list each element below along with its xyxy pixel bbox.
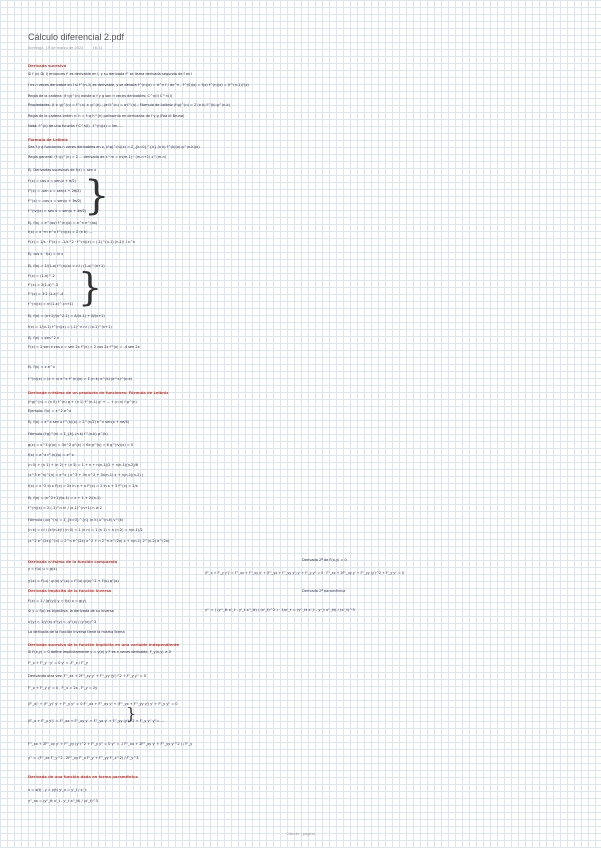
note-line: Ej. f(x) = e^(ax) f^(n)(x) = a^n e^(ax) [28, 221, 98, 225]
note-line: f^(n)(x) = n!(1-x)^-(n+1) [28, 302, 74, 306]
page-meta [28, 45, 110, 50]
note-line: Regla de la cadena: (f∘g)^(n) existe si f y g son n veces derivables; C^n(I) C^∞(I) [28, 94, 173, 98]
page-time: 16:11 [92, 45, 103, 50]
note-line: Ej. f(x) = (x+1)/(x^2-1) = A/(x-1) + B/(x+1) [28, 314, 105, 318]
note-line: x = x(t) , y = y(t) y'_x = y'_t / x'_t [28, 788, 87, 792]
page-footer: Cálculo | página [286, 831, 315, 836]
note-line: Ej. f(x) = x e^x [28, 365, 55, 369]
right-note-1: (F'_x + F'_y y')' = F''_xx + F''_xy y' + (F''_yx + F''_yy y') y' + F'_y y'' = 0 · F''_xx + 2F''_xy y' + F''_yy (y')^2 + F'_y y'' = 0 [205, 571, 404, 575]
note-line: f es n veces derivable en I si f^(n-1) es derivable, y se denota f^(n)(x) = d^n f / dx^n , f^(0)(x) = f(x) f^(n)(x) = (f^(n-1))'(x) [28, 83, 249, 87]
note-line: f^(n)(x) = 2 (-1)^n n! / (x-1)^(n+1) n ≥ 2 [28, 506, 102, 510]
section-heading: Derivada implícita de la función inversa [28, 588, 112, 593]
note-line: Nota: f^(n) de una función f C^n(I) , f^(n)(x) = lim ... [28, 124, 122, 128]
section-heading: Derivada sucesiva [28, 63, 67, 68]
note-line: f(x) = x^m e^x f^(n)(x) = Σ (n k) ... [28, 230, 92, 234]
note-line: f^(iv)(x) = sen x = sen(x + 4π/2) [28, 209, 87, 213]
note-line: Regla general: (f∘g)^(n) = Σ ... derivada de x^m = m(m-1)···(m-n+1) x^(m-n) [28, 155, 167, 159]
note-line: f'''(x) = -cos x = sen(x + 3π/2) [28, 199, 82, 203]
note-line: Si F(x,y) = 0 define implícitamente y = y(x) y F es n veces derivable, F_y(x,y) ≠ 0 [28, 650, 171, 654]
right-note-label-1: Derivada 2ª de F(x,y) = 0 [302, 558, 347, 562]
note-line: Ej. f(x) = 1/(1-x) f^(n)(x) = n! / (1-x)^(n+1) [28, 264, 105, 268]
note-line: f'''(x) = 3·2 (1-x)^-4 [28, 292, 64, 296]
note-line: Regla de la cadena orden n: h = f∘g h^(n) polinomio en derivadas de f y g (Faà di Bruno) [28, 114, 185, 118]
note-line: (f·g)^(n) = (n 0) f^(n) g + (n 1) f^(n-1) g' + ... + (n n) f g^(n) [28, 400, 137, 404]
note-line: Derivando otra vez: F''_xx + 2F''_xy y' + F''_yy (y')^2 + F'_y y'' = 0 [28, 674, 147, 678]
note-line: (n k) = n! / (k!(n-k)!) (n 0) = 1 (n n) = 1 (n 1) = n (n 2) = n(n-1)/2 [28, 528, 143, 532]
note-line: Ej. f(x) = e^x sen x f^(n)(x) = 2^(n/2) e^x sen(x + nπ/4) [28, 420, 130, 424]
note-line: F'_x + F'_y y' = 0 , F'_x = 2x , F'_y = 2y [28, 686, 98, 690]
note-line: La derivada de la función inversa tiene la misma forma [28, 630, 125, 634]
brace-implicit: } [126, 704, 137, 723]
section-heading: Fórmula de Leibniz [28, 137, 68, 142]
note-line: f(x) = 1/(x-1) f^(n)(x) = (-1)^n n! / (x-1)^(n+1) [28, 325, 112, 329]
note-line: Ej. Derivadas sucesivas de f(x) = sen x [28, 168, 97, 172]
note-line: f'(x) = cos x = sen(x + π/2) [28, 179, 76, 183]
note-line: f'(x) = 2 sen x cos x = sen 2x f''(x) = 2 cos 2x f'''(x) = -4 sen 2x [28, 345, 140, 349]
note-line: Ej. f(x) = sen^2 x [28, 336, 60, 340]
note-line: Ej. f(x) = (x^2+1)/(x-1) = x + 1 + 2/(x-1) [28, 496, 101, 500]
note-line: F'_x + F'_y · y' = 0 y' = -F'_x / F'_y [28, 661, 88, 665]
note-line: Fórmula (f·g)^(n) = Σ_{k} (n k) f^(n-k) g^(k) [28, 432, 108, 436]
note-line: y = f(u) u = g(x) [28, 567, 57, 571]
note-line: (F'_x + F'_y y')' = F''_xx + F''_xy y' + F''_yx y' + F''_yy (y')^2 + F'_y y'' y''= ... [28, 719, 164, 723]
note-line: Si y = f(x) es biyectiva, la derivada de su inversa [28, 609, 114, 613]
brace-reciprocal-derivatives: } [78, 265, 103, 309]
note-line: Ej. cos x · f(x) = ln x [28, 252, 64, 256]
note-line: Ejemplo: f(x) = x^2 e^x [28, 409, 72, 413]
note-line: y'' = -(F''_xx F'_y^2 - 2F''_xy F'_x F'_y + F''_yy F'_x^2) / F'_y^3 [28, 756, 139, 760]
right-note-label-2: Derivada 2ª paramétrica [302, 589, 346, 593]
note-line: f^(n)(x) = (x + n) e^x f^(n)(x) = Σ (n k) x^(k) (e^x)^(n-k) [28, 377, 133, 381]
note-line: f(x) = x^2 ln x f'(x) = 2x ln x + x f''(x) = 2 ln x + 3 f'''(x) = 2/x [28, 484, 138, 488]
note-line: Fórmula (uv)^(n) = Σ_{k=0}^{n} (n k) u^(n-k) v^(k) [28, 518, 124, 522]
note-line: (x^2 e^(2x))^(n) = 2^n e^(2x) x^2 + n 2^n e^(2x) x + n(n-1) 2^(n-2) e^(2x) [28, 539, 170, 543]
note-line: f'(x) = 1/x · f''(x) = -1/x^2 · f^(n)(x) = (-1)^(n-1) (n-1)! / x^n [28, 240, 136, 244]
note-line: (x^3 e^x)^(n) = e^x ( x^3 + 3n x^2 + 3n(n-1) x + n(n-1)(n-2) ) [28, 473, 144, 477]
note-line: f'(x) = 1 / (g'(y)) y = f(x) x = g(y) [28, 599, 86, 603]
note-line: y'(x) = f'(u) · g'(x) y''(x) = f''(u) g'(x)^2 + f'(u) g''(x) [28, 579, 119, 583]
note-line: (F'_x)' + (F'_y)' y' + F'_y y'' = 0 F''_xx + F''_xy y' + (F''_yx + F''_yy y') y' + F'_y y'' = 0 [28, 702, 178, 706]
note-line: F''_xx + 2F''_xy y' + F''_yy (y')^2 + F'_y y'' = 0 y'' = -( F''_xx + 2F''_xy y' + F''_yy y'^2 ) / F'_y [28, 742, 193, 746]
page-title: Cálculo diferencial 2.pdf [28, 32, 125, 42]
note-line: x'(y) = 1/y'(x) x''(y) = -y''(x) / (y'(x))^3 [28, 620, 97, 624]
note-line: f''(x) = -sen x = sen(x + 2π/2) [28, 189, 81, 193]
page-date: domingo, 19 de marzo de 2023 [28, 45, 84, 50]
brace-sin-derivatives: } [84, 173, 110, 219]
section-heading: Derivada n-ésima de un producto de funciones: Fórmula de Leibniz [28, 390, 169, 395]
note-line: y''_xx = (y''_tt x'_t - y'_t x''_tt) / (x'_t)^3 [28, 799, 98, 803]
note-line: (n 0) + (n 1) + (n 2) + (n 3) = 1 + n + n(n-1)/2 + n(n-1)(n-2)/6 [28, 463, 139, 467]
note-line: Sea f y g funciones n veces derivables en x, (f·g)^(n)(x) = Σ_{k=0}^{n} (n k) f^(k)(x) g^(n-k)(x) [28, 145, 200, 149]
section-heading: Derivada n-ésima de la función compuesta [28, 559, 118, 564]
section-heading: Derivada sucesiva de la función implícita en una variable independiente [28, 642, 180, 647]
section-heading: Derivada de una función dada en forma paramétrica [28, 774, 138, 779]
note-line: f'(x) = (1-x)^-2 [28, 274, 55, 278]
note-line: g(x) = x^3 g'(x) = 3x^2 g''(x) = 6x g'''(x) = 6 g^(iv)(x) = 0 [28, 443, 134, 447]
note-line: f(x) = e^x f^(n)(x) = e^x [28, 453, 74, 457]
note-line: f''(x) = 2(1-x)^-3 [28, 283, 58, 287]
right-note-2: y'' = ( (y''_tt x'_t - y'_t x''_tt) / (x'_t)^2 ) · 1/x'_t = (y''_tt x'_t - y'_t x''_tt) / (x'_t)^3 [205, 607, 355, 612]
note-line: Si f (x) D( I) entonces f' es derivable en I, y su derivada f'' se llama derivada segunda de f en I [28, 72, 193, 76]
note-line: Propiedades: (f ± g)^(n) = f^(n) ± g^(n) ; (a·f)^(n) = a·f^(n) ; Fórmula de Leibniz (f·g)^(n) = Σ (n k) f^(k) g^(n-k) [28, 103, 230, 107]
